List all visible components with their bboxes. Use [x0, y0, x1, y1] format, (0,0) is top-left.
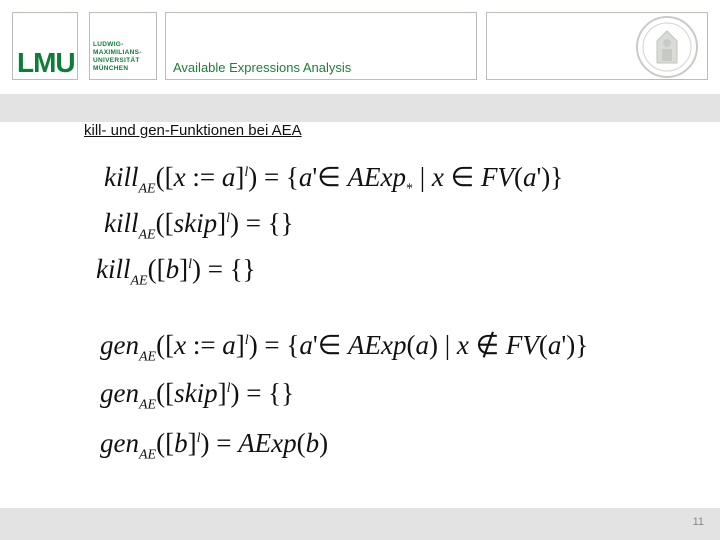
lmu-logo	[12, 12, 78, 80]
formula-gen-bool: $gen_{AE}([b]^l)$ = AExp(b)	[100, 428, 329, 463]
seal-frame	[486, 12, 708, 80]
university-name-line: MAXIMILIANS-	[93, 49, 142, 56]
lmu-logo-text: LMU	[17, 47, 75, 78]
slide-subtitle: kill- und gen-Funktionen bei AEA	[84, 122, 302, 139]
footer-band	[0, 508, 720, 540]
university-name-line: MÜNCHEN	[93, 65, 129, 72]
university-seal-icon	[635, 15, 699, 79]
university-name-line: UNIVERSITÄT	[93, 57, 140, 64]
header-divider-band	[0, 94, 720, 122]
title-frame	[165, 12, 477, 80]
formula-gen-assign: gen$_{AE}$([x := a]$^l$) = {a'∈ AExp(a) | x ∉ FV(a')}	[100, 330, 589, 365]
university-name-line: LUDWIG-	[93, 41, 124, 48]
university-name	[89, 12, 157, 80]
page-number: 11	[692, 516, 704, 528]
formula-kill-assign: kill$_{AE}$([x := a]$^l$) = {a'∈ AExp$_*$ | x ∈ FV(a')}	[104, 162, 564, 197]
formula-gen-skip: gen$_{AE}$([skip]$^l$) = {}	[100, 378, 295, 413]
formula-kill-skip: kill$_{AE}$([skip]$^l$) = {}	[104, 208, 294, 243]
formula-kill-bool: $kill_{AE}([b]^l)$ = {}	[96, 254, 256, 289]
slide-header	[0, 0, 720, 94]
presentation-title: Available Expressions Analysis	[173, 60, 352, 75]
